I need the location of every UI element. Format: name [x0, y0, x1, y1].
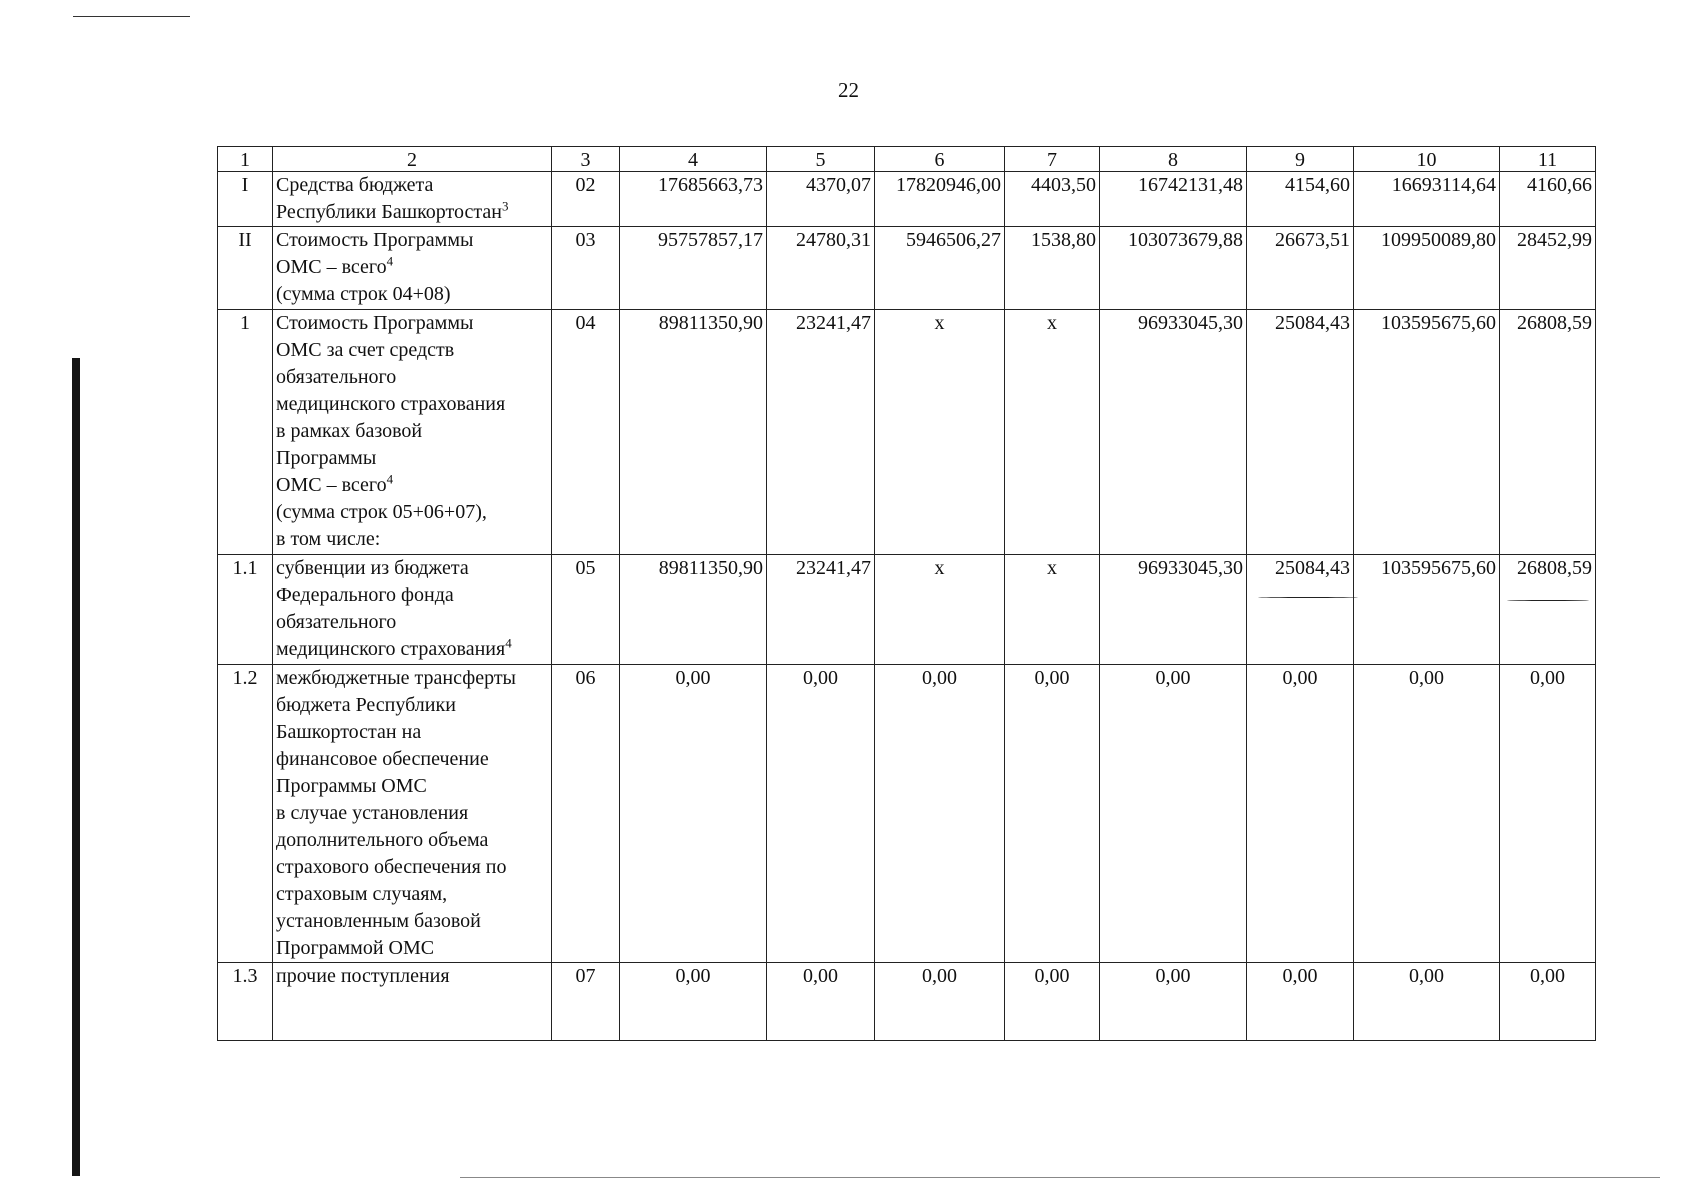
- label-line: (сумма строк 05+06+07),: [276, 501, 487, 523]
- table-row: [218, 665, 1596, 963]
- footnote-mark: 4: [386, 471, 394, 487]
- cell: 0,00: [620, 665, 767, 963]
- label-line: в случае установления: [276, 802, 469, 824]
- table-row: [218, 310, 1596, 555]
- cell: 95757857,17: [620, 227, 767, 310]
- cell: 16693114,64: [1354, 172, 1500, 227]
- column-header: 6: [875, 147, 1005, 172]
- cell: 17820946,00: [875, 172, 1005, 227]
- cell: 4154,60: [1247, 172, 1354, 227]
- cell: 25084,43: [1247, 555, 1354, 665]
- cell: 25084,43: [1247, 310, 1354, 555]
- label-line: в том числе:: [276, 528, 381, 550]
- header-row: [218, 147, 1596, 172]
- label-line: финансовое обеспечение: [276, 748, 489, 770]
- column-header: 1: [218, 147, 273, 172]
- cell: х: [1005, 310, 1100, 555]
- column-header: 5: [767, 147, 875, 172]
- footnote-mark: 4: [505, 635, 512, 651]
- label-line: ОМС – всего$^4$: [276, 253, 394, 278]
- row-index: II: [218, 227, 273, 310]
- cell: 109950089,80: [1354, 227, 1500, 310]
- cell: х: [1005, 555, 1100, 665]
- cell: 5946506,27: [875, 227, 1005, 310]
- column-header: 2: [273, 147, 552, 172]
- column-header: 7: [1005, 147, 1100, 172]
- label-line: медицинского страхования: [276, 393, 506, 415]
- cell: 0,00: [1100, 963, 1247, 1041]
- label-line: Республики Башкортостан$^3$: [276, 198, 509, 223]
- row-label: [273, 963, 552, 1041]
- cell: 1538,80: [1005, 227, 1100, 310]
- cell: 4370,07: [767, 172, 875, 227]
- column-header: 4: [620, 147, 767, 172]
- cell: 89811350,90: [620, 310, 767, 555]
- table-row: [218, 963, 1596, 1041]
- cell: 0,00: [1005, 665, 1100, 963]
- cell: 4160,66: [1500, 172, 1596, 227]
- cell: 4403,50: [1005, 172, 1100, 227]
- label-line: Федерального фонда: [276, 584, 454, 606]
- cell: 0,00: [767, 963, 875, 1041]
- cell: 0,00: [1500, 665, 1596, 963]
- scan-edge-bar: [72, 358, 80, 1176]
- cell: 26673,51: [1247, 227, 1354, 310]
- cell: 0,00: [1354, 665, 1500, 963]
- column-header: 3: [552, 147, 620, 172]
- label-line: Программой ОМС: [276, 937, 435, 959]
- column-header: 10: [1354, 147, 1500, 172]
- label-line: обязательного: [276, 611, 397, 633]
- label-line: (сумма строк 04+08): [276, 283, 451, 305]
- cell: 103595675,60: [1354, 555, 1500, 665]
- cell: 103595675,60: [1354, 310, 1500, 555]
- label-line: установленным базовой: [276, 910, 481, 932]
- table-row: [218, 555, 1596, 665]
- label-line: медицинского страхования$^4$: [276, 635, 512, 660]
- cell: 0,00: [1005, 963, 1100, 1041]
- row-label: [273, 227, 552, 310]
- cell: х: [875, 310, 1005, 555]
- cell: 0,00: [1247, 665, 1354, 963]
- pen-underline: [1507, 600, 1589, 601]
- label-line: Программы ОМС: [276, 775, 427, 797]
- label-line: ОМС – всего$^4$: [276, 471, 394, 496]
- label-line: Стоимость Программы: [276, 229, 474, 251]
- cell: 26808,59: [1500, 310, 1596, 555]
- label-line: Программы: [276, 447, 377, 469]
- footnote-mark: 3: [501, 198, 509, 214]
- row-label: [273, 665, 552, 963]
- cell: 16742131,48: [1100, 172, 1247, 227]
- cell: 0,00: [620, 963, 767, 1041]
- cell: 24780,31: [767, 227, 875, 310]
- cell: х: [875, 555, 1005, 665]
- label-line: бюджета Республики: [276, 694, 456, 716]
- column-header: 8: [1100, 147, 1247, 172]
- table-row: [218, 172, 1596, 227]
- financial-table: [217, 146, 1596, 1041]
- row-label: [273, 310, 552, 555]
- cell: 0,00: [767, 665, 875, 963]
- cell: 0,00: [1100, 665, 1247, 963]
- pen-underline: [1258, 597, 1358, 598]
- table-row: [218, 227, 1596, 310]
- row-label: [273, 555, 552, 665]
- row-index: 1.3: [218, 963, 273, 1041]
- cell: 0,00: [875, 963, 1005, 1041]
- label-line: ОМС за счет средств: [276, 339, 455, 361]
- cell: 0,00: [875, 665, 1005, 963]
- row-index: 1.2: [218, 665, 273, 963]
- row-code: 04: [552, 310, 620, 555]
- label-line: страховым случаям,: [276, 883, 448, 905]
- row-code: 03: [552, 227, 620, 310]
- cell: 23241,47: [767, 310, 875, 555]
- label-line: Стоимость Программы: [276, 312, 474, 334]
- cell: 96933045,30: [1100, 555, 1247, 665]
- label-line: субвенции из бюджета: [276, 557, 469, 579]
- label-line: в рамках базовой: [276, 420, 423, 442]
- row-code: 05: [552, 555, 620, 665]
- cell: 0,00: [1500, 963, 1596, 1041]
- label-line: обязательного: [276, 366, 397, 388]
- row-label: [273, 172, 552, 227]
- cell: 28452,99: [1500, 227, 1596, 310]
- row-code: 07: [552, 963, 620, 1041]
- cell: 0,00: [1354, 963, 1500, 1041]
- label-line: страхового обеспечения по: [276, 856, 507, 878]
- cell: 96933045,30: [1100, 310, 1247, 555]
- row-index: I: [218, 172, 273, 227]
- label-line: межбюджетные трансферты: [276, 667, 516, 689]
- row-index: 1.1: [218, 555, 273, 665]
- cell: 103073679,88: [1100, 227, 1247, 310]
- cell: 89811350,90: [620, 555, 767, 665]
- row-code: 06: [552, 665, 620, 963]
- label-line: Средства бюджета: [276, 174, 434, 196]
- column-header: 9: [1247, 147, 1354, 172]
- cell: 17685663,73: [620, 172, 767, 227]
- cell: 26808,59: [1500, 555, 1596, 665]
- label-line: дополнительного объема: [276, 829, 489, 851]
- column-header: 11: [1500, 147, 1596, 172]
- label-line: Башкортостан на: [276, 721, 422, 743]
- bottom-rule: [460, 1177, 1660, 1178]
- cell: 23241,47: [767, 555, 875, 665]
- label-line: прочие поступления: [276, 965, 450, 987]
- footnote-mark: 4: [386, 253, 394, 269]
- top-rule: [73, 16, 190, 17]
- page-number: 22: [838, 78, 859, 102]
- row-code: 02: [552, 172, 620, 227]
- row-index: 1: [218, 310, 273, 555]
- cell: 0,00: [1247, 963, 1354, 1041]
